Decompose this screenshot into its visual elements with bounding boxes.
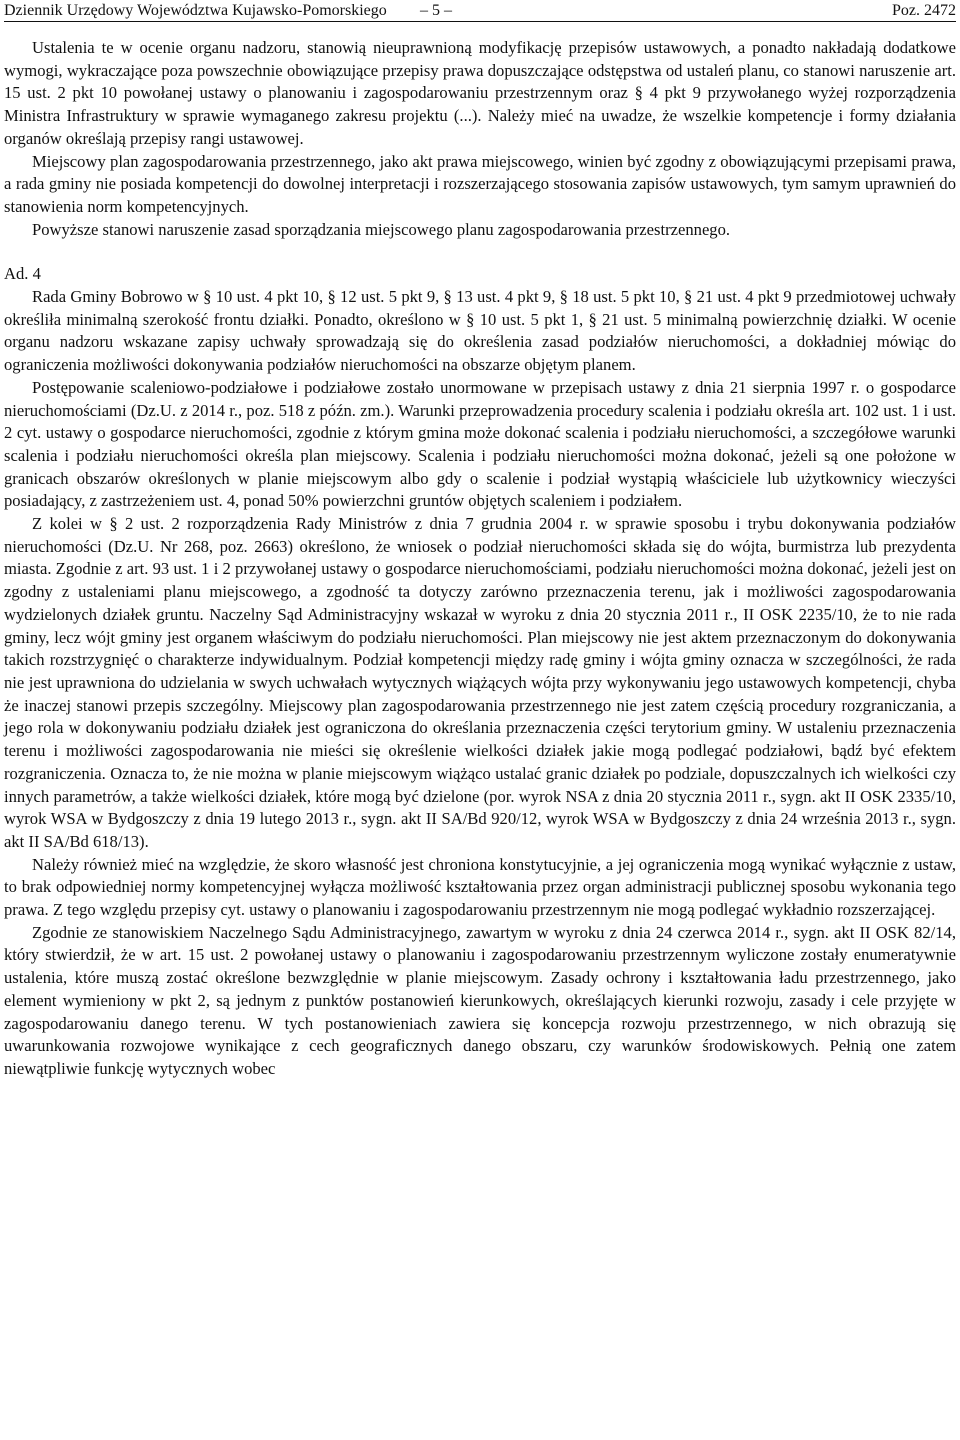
paragraph-ad4-intro: Rada Gminy Bobrowo w § 10 ust. 4 pkt 10, § 12 ust. 5 pkt 9, § 13 ust. 4 pkt 9, § 18 ust. 5 pkt 10, § 21 ust. 4 pkt 9 przedmiotowej uchwały określiła minimalną szerokość frontu działki. Ponadto, określono w § 10 ust. 5 pkt 1, § 21 ust. 5 minimalną powierzchnię działki. W ocenie organu nadzoru wskazane zapisy uchwały sprowadzają się do określenia zasad podziałów nieruchomości, a dokładniej mówiąc do ograniczenia możliwości dokonywania podziałów nieruchomości na obszarze objętym planem. — [4, 287, 956, 375]
section-heading-ad4: Ad. 4 — [4, 264, 41, 284]
position-number: Poz. 2472 — [892, 2, 956, 19]
paragraph-local-plan: Miejscowy plan zagospodarowania przestrzennego, jako akt prawa miejscowego, winien być zgodny z obowiązującymi przepisami prawa, a rada gminy nie posiada kompetencji do dowolnej interpretacji i rozszerzającego stosowania zapisów ustawowych, tym samym uprawnień do stanowienia norm kompetencyjnych. — [4, 151, 956, 216]
page-header — [4, 0, 956, 22]
journal-title: Dziennik Urzędowy Województwa Kujawsko-Pomorskiego — [4, 2, 387, 19]
paragraph-court-position: Zgodnie ze stanowiskiem Naczelnego Sądu Administracyjnego, zawartym w wyroku z dnia 24 czerwca 2014 r., sygn. akt II OSK 82/14, który stwierdził, że w art. 15 ust. 2 powołanej ustawy o planowaniu i zagospodarowaniu przestrzennym wyliczone zostały enumeratywnie ustalenia, które muszą zostać określone bezwzględnie w planie miejscowym. Zasady ochrony i kształtowania ładu przestrzennego, jako element wymieniony w pkt 2, są jednym z punktów postanowień kierunkowych, określających kierunki rozwoju, zasady i cele przyjęte w zagospodarowaniu danego terenu. W tych postanowieniach zawiera się koncepcja rozwoju przestrzennego, w nich obrazują się uwarunkowania rozwojowe wynikające z cech geograficznych danego obszaru, czy warunków środowiskowych. Pełnią one zatem niewątpliwie funkcję wytycznych wobec — [4, 922, 956, 1078]
paragraph-violation: Powyższe stanowi naruszenie zasad sporządzania miejscowego planu zagospodarowania przestrzennego. — [32, 219, 731, 239]
paragraph-findings: Ustalenia te w ocenie organu nadzoru, stanowią nieuprawnioną modyfikację przepisów ustawowych, a ponadto nakładają dodatkowe wymogi, wykraczające poza powszechnie obowiązujące przepisy prawa dopuszczające odstępstwa od ustaleń planu, co stanowi naruszenie art. 15 ust. 2 pkt 10 powołanej ustawy o planowaniu i zagospodarowaniu przestrzennym oraz § 4 pkt 9 przywołanego wyżej rozporządzenia Ministra Infrastruktury w sprawie wymaganego zakresu projektu (...). Należy mieć na uwadze, że wszelkie kompetencje i formy działania organów określają przepisy rangi ustawowej. — [4, 38, 956, 148]
paragraph-property: Należy również mieć na względzie, że skoro własność jest chroniona konstytucyjnie, a jej ograniczenia mogą wynikać wyłącznie z ustaw, to brak odpowiedniej normy kompetencyjnej wyłącza możliwość kształtowania przez organ administracji publicznej sposobu wykonania tego prawa. Z tego względu przepisy cyt. ustawy o planowaniu i zagospodarowaniu przestrzennym nie mogą podlegać wykładnio rozszerzającej. — [4, 854, 956, 920]
paragraph-regulation: Z kolei w § 2 ust. 2 rozporządzenia Rady Ministrów z dnia 7 grudnia 2004 r. w sprawie sposobu i trybu dokonywania podziałów nieruchomości (Dz.U. Nr 268, poz. 2663) określono, że wniosek o podział nieruchomości składa się do wójta, burmistrza lub prezydenta miasta. Zgodnie z art. 93 ust. 1 i 2 przywołanej ustawy o gospodarce nieruchomościami, podziału nieruchomości można dokonać, jeżeli jest on zgodny z ustaleniami planu miejscowego, a zgodność ta dotyczy zarówno przeznaczenia terenu, jak i możliwości zagospodarowania wydzielonych działek gruntu. Naczelny Sąd Administracyjny wskazał w wyroku z dnia 20 stycznia 2011 r., II OSK 2235/10, że to nie rada gminy, lecz wójt gminy jest organem właściwym do podziału nieruchomości. Plan miejscowy nie jest aktem przeznaczonym do dokonywania takich rozstrzygnięć o charakterze indywidualnym. Podział kompetencji między radę gminy i wójta gminy oznacza w szczególności, że rada nie jest uprawniona do udzielania w swych uchwałach wytycznych wiążących wójta przy wykonywaniu jego ustawowych kompetencji, chyba że inaczej stanowi przepis szczególny. Miejscowy plan zagospodarowania przestrzennego nie jest zatem częścią procedury rozgraniczania, a jego rola w dokonywaniu podziału działek jest ograniczona do określania przeznaczenia części terytorium gminy. W ustaleniu przeznaczenia terenu i możliwości zagospodarowania nie mieści się określenie wielkości działek jakie mogą podlegać podziałowi, bądź być efektem rozgraniczenia. Oznacza to, że nie można w planie miejscowym wiążąco ustalać granic działek po podziale, dopuszczalnych ich wielkości czy innych parametrów, a także wielkości działek, które mogą być dzielone (por. wyrok NSA z dnia 20 stycznia 2011 r., sygn. akt II OSK 2335/10, wyrok WSA w Bydgoszczy z dnia 19 lutego 2013 r., sygn. akt II SA/Bd 920/12, wyrok WSA w Bydgoszczy z dnia 24 września 2013 r., sygn. akt II SA/Bd 618/13). — [4, 514, 956, 851]
page-number: – 5 – — [420, 2, 452, 19]
paragraph-consolidation: Postępowanie scaleniowo-podziałowe i podziałowe zostało unormowane w przepisach ustawy z dnia 21 sierpnia 1997 r. o gospodarce nieruchomościami (Dz.U. z 2014 r., poz. 518 z późn. zm.). Warunki przeprowadzenia procedury scalenia i podziału określa art. 102 ust. 1 i ust. 2 cyt. ustawy o gospodarce nieruchomości, zgodnie z którym gmina może dokonać scalenia i podziału nieruchomości, a szczegółowe warunki scalenia i podziału nieruchomości określa plan miejscowy. Scalenia i podziału nieruchomości można dokonać, jeżeli są one położone w granicach obszarów określonych w planie miejscowym albo gdy o scalenie i podział wystąpią właściciele lub użytkownicy wieczyści posiadający, z zastrzeżeniem ust. 4, ponad 50% powierzchni gruntów objętych scaleniem i podziałem. — [4, 377, 956, 511]
document-body — [4, 37, 956, 1081]
